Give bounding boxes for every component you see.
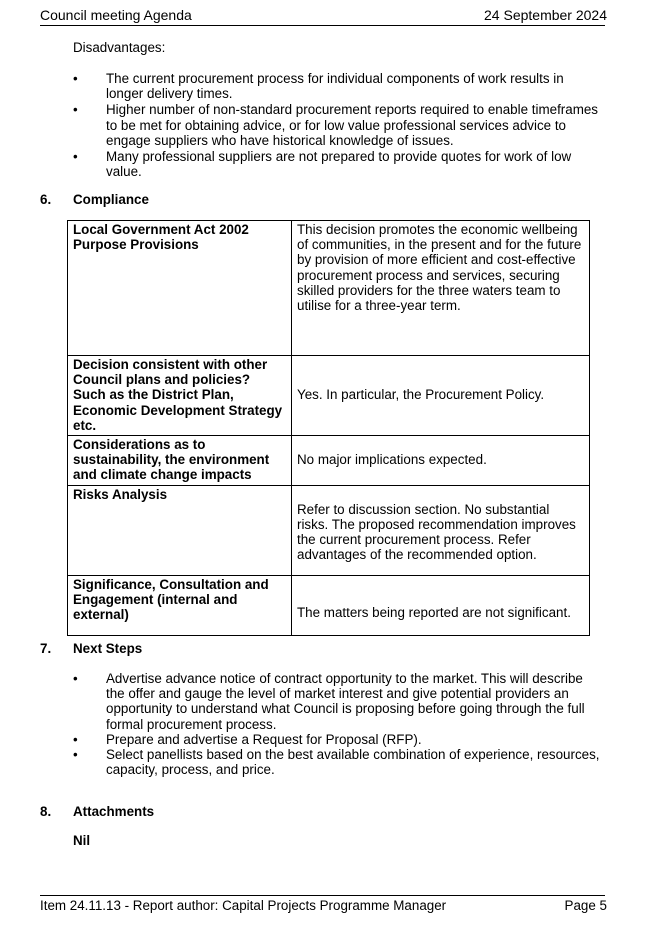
- section-title-attachments: Attachments: [73, 804, 155, 819]
- table-row: [68, 485, 590, 575]
- section-title-compliance: Compliance: [73, 192, 149, 207]
- footer-item: Item 24.11.13 - Report author: Capital Projects Programme Manager: [40, 898, 447, 913]
- section-number: 8.: [40, 804, 52, 819]
- header-rule: [40, 25, 605, 26]
- list-item: • The current procurement process for individual components of work results in longer delivery times.: [73, 71, 564, 102]
- table-row: [68, 575, 590, 635]
- list-item: • Advertise advance notice of contract opportunity to the market. This will describe the offer and gauge the level of market interest and give potential providers an opportunity to understand what Council is proposing before going through the full formal procurement process.: [73, 671, 585, 732]
- list-item: • Many professional suppliers are not prepared to provide quotes for work of low value.: [73, 149, 572, 180]
- disadvantages-list: [73, 71, 603, 180]
- list-item: • Higher number of non-standard procurement reports required to enable timeframes to be met for obtaining advice, or for low value professional services advice to engage suppliers who have historical knowledge of issues.: [73, 102, 598, 148]
- section-number: 7.: [40, 641, 52, 656]
- header-date: 24 September 2024: [484, 7, 607, 23]
- section-title-next-steps: Next Steps: [73, 641, 143, 656]
- table-cell-label: Risks Analysis: [68, 485, 292, 575]
- table-cell-value: No major implications expected.: [292, 436, 590, 486]
- page-number: Page 5: [564, 898, 607, 913]
- table-row: [68, 436, 590, 486]
- table-cell-label: Local Government Act 2002 Purpose Provisions: [68, 221, 292, 356]
- table-cell-value: Yes. In particular, the Procurement Policy.: [292, 356, 590, 436]
- compliance-table: [67, 220, 590, 636]
- table-row: [68, 221, 590, 356]
- footer-rule: [40, 895, 605, 896]
- table-row: [68, 356, 590, 436]
- bullet-icon: •: [73, 731, 78, 747]
- disadvantages-heading: Disadvantages:: [73, 40, 166, 55]
- table-cell-label: Decision consistent with other Council plans and policies? Such as the District Plan, Economic Development Strategy etc.: [68, 356, 292, 436]
- table-cell-value: Refer to discussion section. No substantial risks. The proposed recommendation improves the current procurement process. Refer advantages of the recommended option.: [292, 485, 590, 575]
- bullet-icon: •: [73, 671, 78, 686]
- list-item: • Select panellists based on the best available combination of experience, resources, capacity, process, and price.: [73, 747, 600, 778]
- table-cell-value: The matters being reported are not significant.: [292, 575, 590, 635]
- list-item: • Prepare and advertise a Request for Proposal (RFP).: [73, 731, 422, 747]
- table-cell-label: Significance, Consultation and Engagement (internal and external): [68, 575, 292, 635]
- next-steps-list: [73, 671, 605, 777]
- bullet-icon: •: [73, 149, 78, 165]
- bullet-icon: •: [73, 71, 78, 86]
- table-cell-value: This decision promotes the economic wellbeing of communities, in the present and for the future by provision of more efficient and cost-effective procurement process and services, securing skilled providers for the three waters team to utilise for a three-year term.: [292, 221, 590, 356]
- section-number: 6.: [40, 192, 52, 207]
- table-cell-label: Considerations as to sustainability, the environment and climate change impacts: [68, 436, 292, 486]
- attachments-value: Nil: [73, 833, 91, 848]
- bullet-icon: •: [73, 102, 78, 118]
- bullet-icon: •: [73, 747, 78, 763]
- header-title: Council meeting Agenda: [40, 7, 192, 23]
